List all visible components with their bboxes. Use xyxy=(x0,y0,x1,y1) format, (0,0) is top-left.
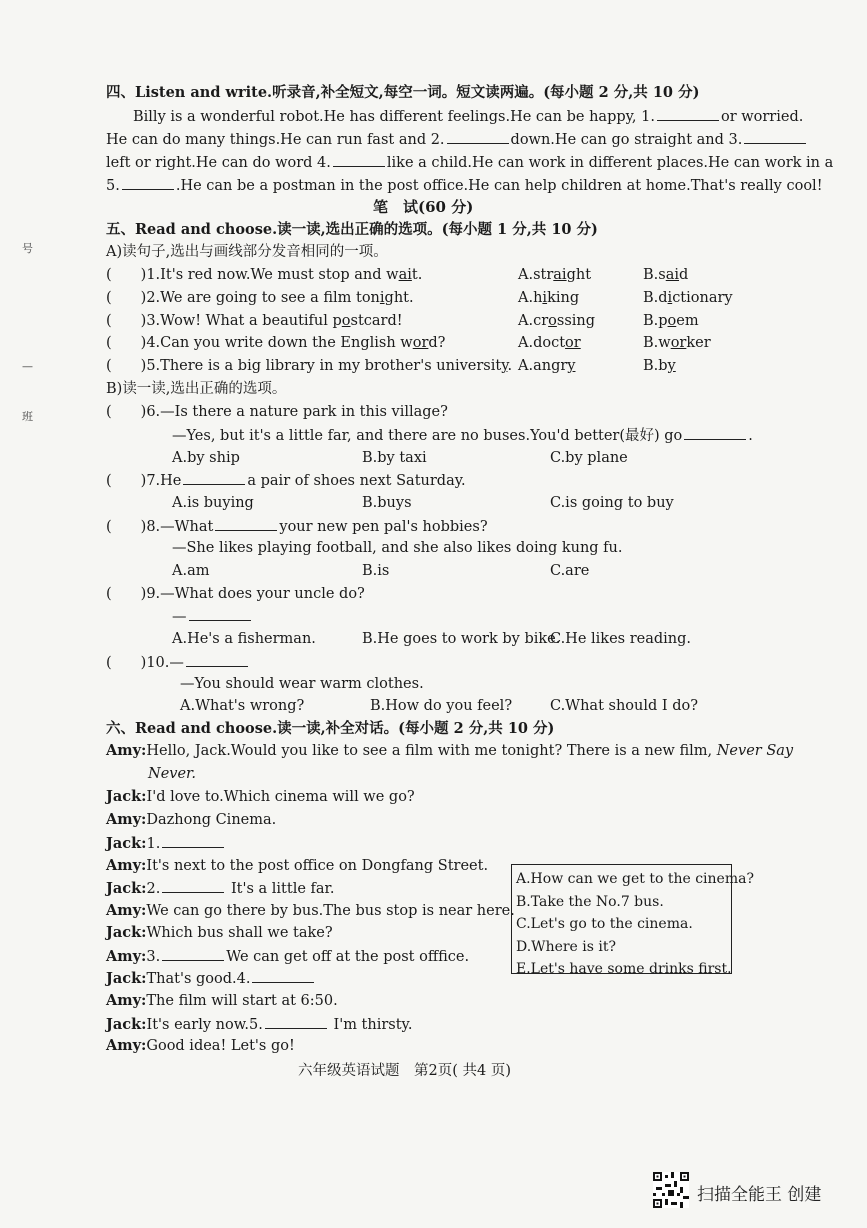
question-8-reply: —She likes playing football, and she also likes doing kung fu. xyxy=(172,540,623,556)
margin-mark: 班 xyxy=(22,410,33,423)
section4-line3 xyxy=(106,153,833,172)
section6-heading: 六、Read and choose.读一读,补全对话。(每小题 2 分,共 10 分) xyxy=(106,720,555,737)
text: like a child.He can work in different places.He can work in a xyxy=(386,155,834,171)
option-a[interactable]: A.What's wrong? xyxy=(180,698,305,714)
question-9: ( )9.—What does your uncle do? xyxy=(106,586,365,602)
option-b[interactable]: B.said xyxy=(643,267,689,283)
text: ( )1.It's red now.We must stop and w xyxy=(106,267,399,283)
answer-blank[interactable] xyxy=(447,130,509,144)
option-b[interactable]: B.by taxi xyxy=(362,450,427,466)
option-d[interactable]: D.Where is it? xyxy=(516,938,617,955)
answer-blank[interactable] xyxy=(186,653,248,667)
dialogue-line: Jack:2. It's a little far. xyxy=(106,880,335,897)
option-b[interactable]: B.He goes to work by bike. xyxy=(362,631,561,647)
text: down.He can go straight and 3. xyxy=(510,132,743,148)
margin-mark: 号 xyxy=(22,242,33,255)
section4-line2 xyxy=(106,130,808,149)
text: left or right.He can do word 4. xyxy=(106,155,331,171)
text: .He can be a postman in the post office.He can help children at home.That's really cool! xyxy=(175,178,823,194)
question-6: ( )6.—Is there a nature park in this village? xyxy=(106,404,448,420)
question-4: ( )4.Can you write down the English word? xyxy=(106,335,446,351)
option-b[interactable]: B.poem xyxy=(643,313,699,329)
question-9-reply: — xyxy=(172,607,253,626)
section4-line4 xyxy=(106,176,823,195)
answer-blank[interactable] xyxy=(657,107,719,121)
text: or worried. xyxy=(720,109,804,125)
section5-partA: A)读句子,选出与画线部分发音相同的一项。 xyxy=(106,244,388,260)
dialogue-line: Jack:Which bus shall we take? xyxy=(106,924,333,941)
option-c[interactable]: C.Let's go to the cinema. xyxy=(516,916,693,932)
dialogue-line: Jack:I'd love to.Which cinema will we go? xyxy=(106,788,415,805)
question-3: ( )3.Wow! What a beautiful postcard! xyxy=(106,313,403,329)
answer-blank[interactable] xyxy=(183,471,245,485)
option-b[interactable]: B.by xyxy=(643,358,676,374)
qr-code-icon xyxy=(653,1172,689,1208)
page-footer: 六年级英语试题 第2页( 共4 页) xyxy=(298,1063,511,1079)
dialogue-line: Jack:It's early now.5. I'm thirsty. xyxy=(106,1016,413,1033)
option-c[interactable]: C.are xyxy=(550,563,590,579)
question-1 xyxy=(106,266,422,284)
answer-blank[interactable] xyxy=(215,517,277,531)
answer-options-box xyxy=(511,864,754,977)
answer-blank[interactable] xyxy=(744,130,806,144)
text: 5. xyxy=(106,178,120,194)
option-b[interactable]: B.worker xyxy=(643,335,711,351)
dialogue-line: Jack:1. xyxy=(106,834,226,853)
option-b[interactable]: B.is xyxy=(362,563,390,579)
margin-mark: — xyxy=(22,360,33,373)
option-c[interactable]: C.is going to buy xyxy=(550,495,674,511)
section5-heading: 五、Read and choose.读一读,选出正确的选项。(每小题 1 分,共 10 分) xyxy=(106,221,598,238)
option-a[interactable]: A.am xyxy=(172,563,210,579)
section5-partB: B)读一读,选出正确的选项。 xyxy=(106,381,287,397)
option-a[interactable]: A.crossing xyxy=(518,313,596,329)
question-8: ( )8.—What your new pen pal's hobbies? xyxy=(106,519,488,535)
option-b[interactable]: B.buys xyxy=(362,495,412,511)
watermark: 扫描全能王 创建 xyxy=(697,1185,822,1205)
dialogue-line: Amy:Good idea! Let's go! xyxy=(106,1037,295,1054)
question-2: ( )2.We are going to see a film tonight. xyxy=(106,290,414,306)
dialogue-line: Amy:Hello, Jack.Would you like to see a film with me tonight? There is a new film, Never Say xyxy=(106,742,794,759)
answer-blank[interactable] xyxy=(162,879,224,893)
option-a[interactable]: A.doctor xyxy=(518,335,581,351)
answer-blank[interactable] xyxy=(265,1015,327,1029)
option-a[interactable]: A.He's a fisherman. xyxy=(172,631,316,647)
answer-blank[interactable] xyxy=(162,834,224,848)
option-c[interactable]: C.by plane xyxy=(550,450,628,466)
option-a[interactable]: A.How can we get to the cinema? xyxy=(516,871,754,887)
question-6-reply: —Yes, but it's a little far, and there are no buses.You'd better(最好) go . xyxy=(172,428,753,444)
dialogue-line: Amy:We can go there by bus.The bus stop is near here. xyxy=(106,902,515,919)
section4-heading: 四、Listen and write.听录音,补全短文,每空一词。短文读两遍。(每小题 2 分,共 10 分) xyxy=(106,84,700,101)
dialogue-line: Amy:The film will start at 6:50. xyxy=(106,992,338,1009)
option-c[interactable]: C.He likes reading. xyxy=(550,631,692,647)
answer-blank[interactable] xyxy=(162,947,224,961)
question-10-reply: —You should wear warm clothes. xyxy=(180,676,424,692)
section4-line1 xyxy=(133,107,803,126)
question-10: ( )10.— xyxy=(106,653,250,672)
dialogue-line: Jack:That's good.4. xyxy=(106,969,316,988)
option-a[interactable]: A.is buying xyxy=(172,495,254,511)
dialogue-line: Amy:Dazhong Cinema. xyxy=(106,811,277,828)
answer-blank[interactable] xyxy=(189,607,251,621)
answer-blank[interactable] xyxy=(333,153,385,167)
written-test-title: 笔 试(60 分) xyxy=(373,198,474,216)
dialogue-line: Amy:3. We can get off at the post offfice. xyxy=(106,948,470,965)
option-a[interactable]: A.hiking xyxy=(518,290,580,306)
option-b[interactable]: B.dictionary xyxy=(643,290,733,306)
option-a[interactable]: A.straight xyxy=(518,267,592,283)
option-a[interactable]: A.angry xyxy=(518,358,576,374)
text: Billy is a wonderful robot.He has different feelings.He can be happy, 1. xyxy=(133,109,655,125)
answer-blank[interactable] xyxy=(684,426,746,440)
option-e[interactable]: E.Let's have some drinks first. xyxy=(516,961,732,977)
option-b[interactable]: B.Take the No.7 bus. xyxy=(516,893,664,910)
text: t. xyxy=(411,267,423,283)
option-b[interactable]: B.How do you feel? xyxy=(370,698,513,714)
answer-blank[interactable] xyxy=(122,176,174,190)
option-a[interactable]: A.by ship xyxy=(172,450,240,466)
option-c[interactable]: C.What should I do? xyxy=(550,698,699,714)
underlined: ai xyxy=(398,267,412,283)
dialogue-line: Amy:It's next to the post office on Dongfang Street. xyxy=(106,857,489,874)
question-5: ( )5.There is a big library in my brother's university. xyxy=(106,358,513,374)
text: He can do many things.He can run fast and 2. xyxy=(106,132,445,148)
answer-blank[interactable] xyxy=(252,969,314,983)
dialogue-line: Never. xyxy=(148,766,196,782)
question-7: ( )7.He a pair of shoes next Saturday. xyxy=(106,473,466,489)
